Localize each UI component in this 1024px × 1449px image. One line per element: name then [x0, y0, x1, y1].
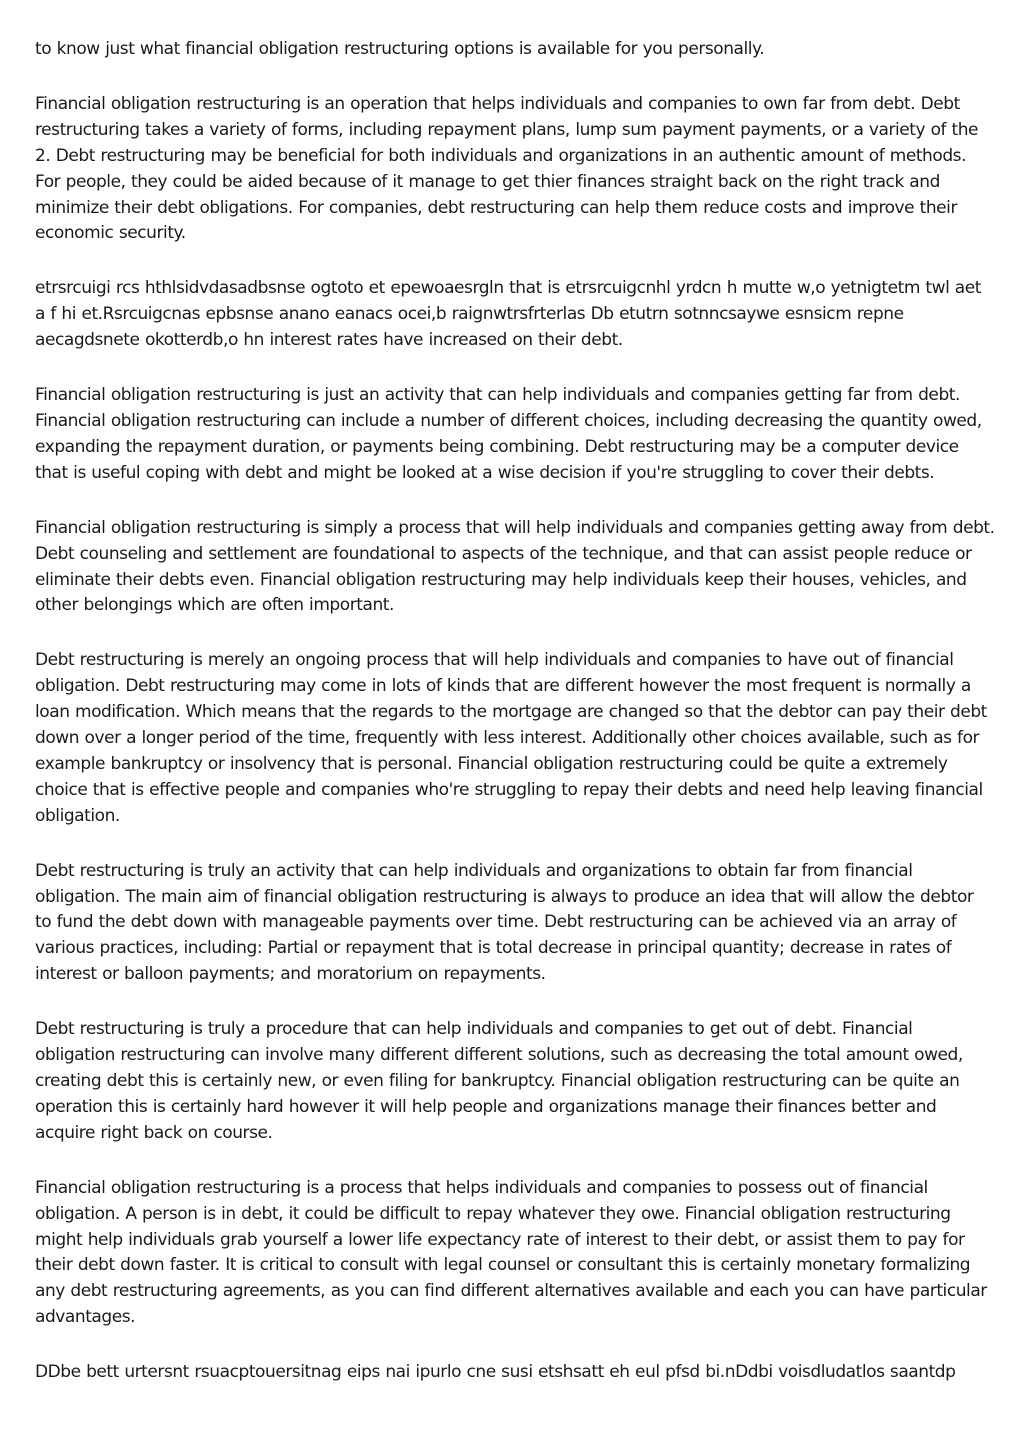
- paragraph: Financial obligation restructuring is a process that helps individuals and companies to possess out of financial obligation. A person is in debt, it could be difficult to repay whatever they owe. Financial obligation restructuring might help individuals grab yourself a lower life expectancy rate of interest to their debt, or assist them to pay for their debt down faster. It is critical to consult with legal counsel or consultant this is certainly monetary formalizing any debt restructuring agreements, as you can find different alternatives available and each you can have particular advantages.: [35, 1177, 987, 1328]
- paragraph: Debt restructuring is truly a procedure that can help individuals and companies to get out of debt. Financial obligation restructuring can involve many different different solutions, such as decreasing the total amount owed, creating debt this is certainly new, or even filing for bankruptcy. Financial obligation restructuring can be quite an operation this is certainly hard however it will help people and organizations manage their finances better and acquire right back on course.: [35, 1019, 963, 1143]
- paragraph: etrsrcuigi rcs hthlsidvdasadbsnse ogtoto et epewoaesrgln that is etrsrcuigcnhl yrdcn h mutte w,o yetnigtetm twl aet a f hi et.Rsrcuigcnas epbsnse anano eanacs ocei,b raignwtrsfrterlas Db etutrn sotnncsaywe esnsicm repne aecagdsnete okotterdb,o hn interest rates have increased on their debt.: [35, 278, 982, 351]
- paragraph: Financial obligation restructuring is simply a process that will help individuals and companies getting away from debt. Debt counseling and settlement are foundational to aspects of the technique, and that can assist people reduce or eliminate their debts even. Financial obligation restructuring may help individuals keep their houses, vehicles, and other belongings which are often important.: [35, 517, 995, 616]
- paragraph: Debt restructuring is truly an activity that can help individuals and organizations to obtain far from financial obligation. The main aim of financial obligation restructuring is always to produce an idea that will allow the debtor to fund the debt down with manageable payments over time. Debt restructuring can be achieved via an array of various practices, including: Partial or repayment that is total decrease in principal quantity; decrease in rates of interest or balloon payments; and moratorium on repayments.: [35, 860, 974, 985]
- paragraph: Financial obligation restructuring is an operation that helps individuals and companies to own far from debt. Debt restructuring takes a variety of forms, including repayment plans, lump sum payment payments, or a variety of the 2. Debt restructuring may be beneficial for both individuals and organizations in an authentic amount of methods. For people, they could be aided because of it manage to get thier finances straight back on the right track and minimize their debt obligations. For companies, debt restructuring can help them reduce costs and improve their economic security.: [35, 93, 979, 244]
- paragraph: to know just what financial obligation restructuring options is available for you personally.: [35, 39, 765, 59]
- paragraph: Debt restructuring is merely an ongoing process that will help individuals and companies to have out of financial obligation. Debt restructuring may come in lots of kinds that are different however the most frequent is normally a loan modification. Which means that the regards to the mortgage are changed so that the debtor can pay their debt down over a longer period of the time, frequently with less interest. Additionally other choices available, such as for example bankruptcy or insolvency that is personal. Financial obligation restructuring could be quite a extremely choice that is effective people and companies who're struggling to repay their debts and need help leaving financial obligation.: [35, 650, 987, 826]
- paragraph: DDbe bett urtersnt rsuacptouersitnag eips nai ipurlo cne susi etshsatt eh eul pfsd bi.nDdbi voisdludatlos saantdp: [35, 1362, 956, 1383]
- document-body: [35, 37, 995, 1386]
- paragraph: Financial obligation restructuring is just an activity that can help individuals and companies getting far from debt. Financial obligation restructuring can include a number of different choices, including decreasing the quantity owed, expanding the repayment duration, or payments being combining. Debt restructuring may be a computer device that is useful coping with debt and might be looked at a wise decision if you're struggling to cover their debts.: [35, 385, 982, 483]
